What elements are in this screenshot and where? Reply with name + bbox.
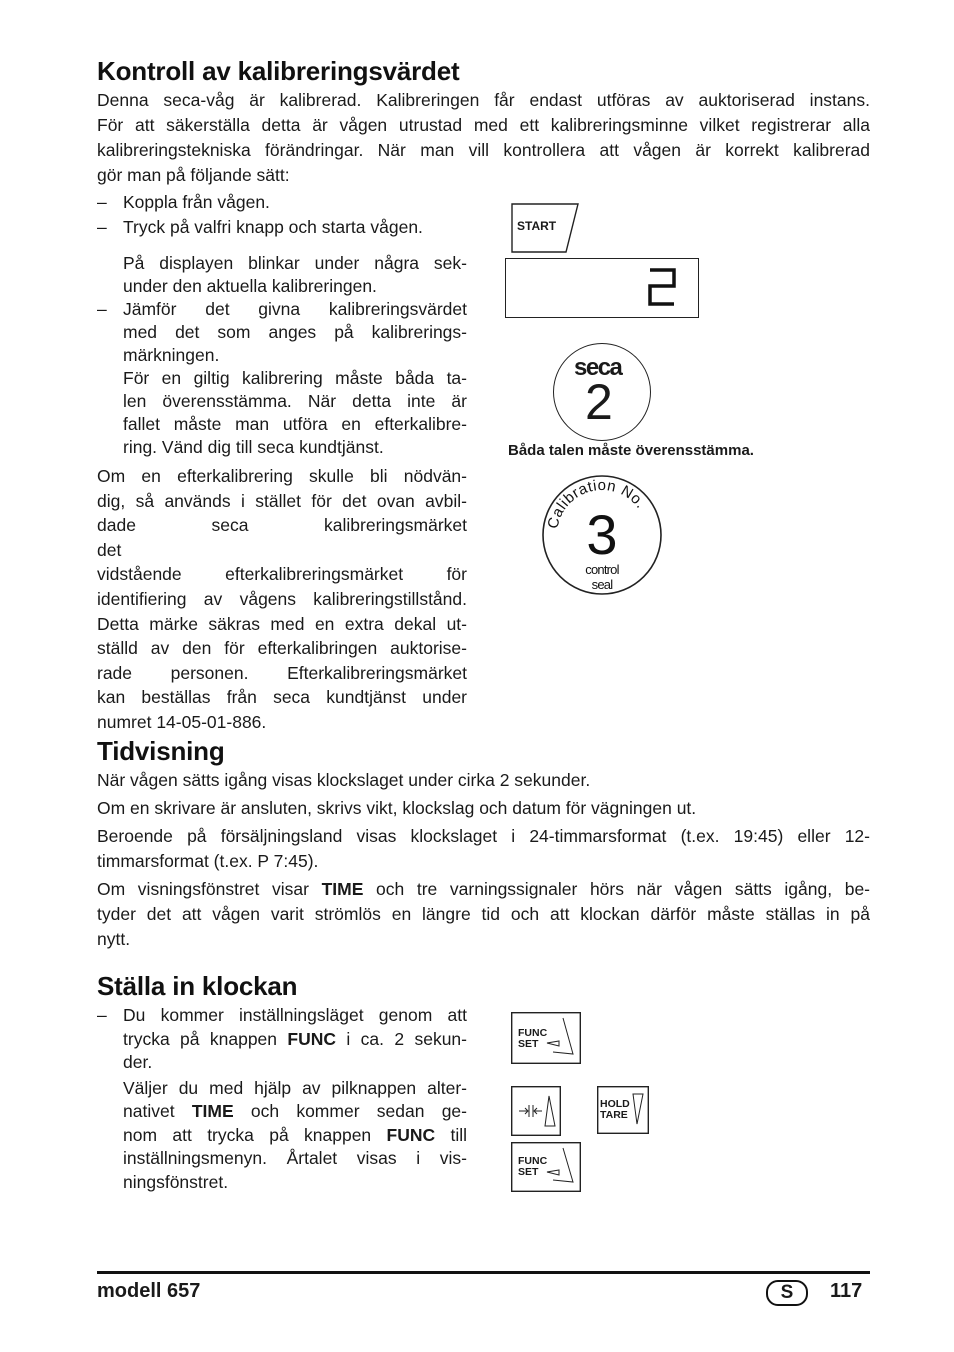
time-line: tyder det att vågen varit strömlös en längre tid och att klockan därför måste ställas in på — [97, 904, 870, 924]
seal-number: 3 — [586, 503, 618, 566]
step-line — [123, 1028, 467, 1052]
set-label: SET — [518, 1038, 539, 1050]
calibration-steps — [97, 190, 467, 240]
paragraph-line: rade personen. Efterkalibreringsmärket — [97, 662, 467, 683]
time-line: nytt. — [97, 929, 131, 949]
text-run: nativet — [123, 1101, 192, 1121]
text-run: och tre varningssignaler hörs när vågen sätts igång, be- — [363, 879, 871, 899]
arrow-key — [511, 1086, 561, 1136]
detail-line: fallet måste man utföra en efterkalibre- — [123, 414, 467, 434]
scale-display — [505, 258, 699, 318]
detail-line: För en giltig kalibrering måste båda ta- — [123, 368, 467, 388]
detail-line: Väljer du med hjälp av pilknappen alter- — [123, 1077, 467, 1098]
set-clock-detail — [97, 1077, 467, 1195]
text-run: i ca. 2 sekun- — [336, 1028, 467, 1049]
paragraph-line: numret 14-05-01-886. — [97, 711, 267, 732]
text-run: till — [435, 1124, 467, 1145]
control-seal-icon — [541, 474, 663, 596]
step-text: Tryck på valfri knapp och starta vågen. — [123, 217, 423, 237]
step-line: der. — [123, 1052, 153, 1072]
time-keyword: TIME — [321, 879, 364, 899]
time-display-text — [97, 768, 870, 952]
arrow-key-icon — [511, 1086, 561, 1136]
list-dash: – — [97, 217, 107, 237]
paragraph-line: dade seca kalibreringsmärket det — [97, 515, 467, 560]
detail-line: ningsfönstret. — [123, 1171, 229, 1192]
paragraph-line: Om en efterkalibrering skulle bli nödvän- — [97, 466, 467, 486]
paragraph-line: kan beställas från seca kundtjänst under — [97, 687, 467, 708]
seal-text-seal: seal — [591, 577, 613, 592]
section-heading-set-clock: Ställa in klockan — [97, 971, 298, 1001]
seal-text-control: control — [585, 562, 619, 577]
step-line: Du kommer inställningsläget genom att — [123, 1005, 467, 1025]
section-heading-calibration: Kontroll av kalibreringsvärdet — [97, 56, 460, 86]
paragraph-line: identifiering av vågens kalibreringstillstånd. — [97, 588, 467, 609]
recalibration-paragraph — [97, 464, 467, 735]
section-heading-time-display: Tidvisning — [97, 736, 225, 766]
text-run: nom att trycka på knappen — [123, 1124, 387, 1145]
detail-line — [123, 1124, 467, 1148]
footer-rule — [97, 1271, 870, 1274]
set-clock-step — [97, 1004, 467, 1075]
step-compare — [97, 298, 467, 367]
list-dash: – — [97, 192, 107, 212]
paragraph-line: dig, så används i stället för det ovan avbil- — [97, 490, 467, 511]
detail-line: märkningen. — [123, 345, 220, 365]
detail-line: len överensstämma. När detta inte är — [123, 391, 467, 411]
text-run: trycka på knappen — [123, 1028, 288, 1049]
func-set-key — [511, 1012, 581, 1064]
time-line — [97, 877, 870, 902]
paragraph-line: Detta märke säkras med en extra dekal ut- — [97, 613, 467, 634]
time-line: timmarsformat (t.ex. P 7:45). — [97, 851, 319, 871]
footer-model: modell 657 — [97, 1280, 201, 1302]
detail-line: ring. Vänd dig till seca kundtjänst. — [123, 437, 384, 457]
seca-badge-number: 2 — [585, 374, 613, 430]
hold-tare-key — [597, 1086, 649, 1134]
func-set-key-2 — [511, 1142, 581, 1192]
start-key-label: START — [517, 219, 557, 233]
set-label: SET — [518, 1166, 539, 1178]
figure-caption: Båda talen måste överensstämma. — [508, 442, 754, 459]
seven-segment-digit-icon — [646, 265, 678, 309]
time-paragraph — [97, 877, 870, 952]
func-label: FUNC — [518, 1027, 548, 1039]
detail-line — [123, 1100, 467, 1124]
page-number: 117 — [830, 1280, 863, 1302]
func-keyword: FUNC — [287, 1028, 337, 1049]
func-keyword: FUNC — [386, 1124, 436, 1145]
display-value — [506, 259, 507, 260]
intro-line: Denna seca-våg är kalibrerad. Kalibreringen får endast utföras av auktoriserad instans. — [97, 90, 870, 110]
seal-arc-text: Calibration No. — [544, 476, 650, 531]
detail-line: inställningsmenyn. Årtalet visas i vis- — [123, 1148, 467, 1168]
intro-line: gör man på följande sätt: — [97, 165, 290, 185]
step-press-key — [97, 215, 467, 240]
set-clock-text — [97, 1004, 467, 1194]
calibration-intro — [97, 88, 870, 188]
list-dash: – — [97, 1005, 107, 1025]
text-run: Om visningsfönstret visar — [97, 879, 322, 899]
time-line: Beroende på försäljningsland visas klockslaget i 24-timmarsformat (t.ex. 19:45) eller 12- — [97, 826, 870, 846]
list-dash: – — [97, 299, 107, 319]
step-press-key-detail — [97, 252, 467, 298]
step-disconnect — [97, 190, 467, 215]
func-label: FUNC — [518, 1155, 548, 1167]
step-compare-detail — [97, 367, 467, 459]
step-text: Koppla från vågen. — [123, 192, 270, 212]
text-run: och kommer sedan ge- — [233, 1101, 467, 1121]
control-seal — [541, 474, 663, 596]
time-paragraph: När vågen sätts igång visas klockslaget under cirka 2 sekunder. — [97, 770, 591, 790]
detail-line: På displayen blinkar under några sek- — [123, 253, 467, 273]
seca-calibration-badge — [553, 343, 651, 441]
seca-logo: seca — [574, 354, 622, 381]
detail-line: under den aktuella kalibreringen. — [123, 276, 377, 296]
detail-line: med det som anges på kalibrerings- — [123, 322, 467, 342]
start-key — [511, 203, 581, 253]
detail-line: Jämför det givna kalibreringsvärdet — [123, 299, 467, 319]
language-badge: S — [766, 1280, 808, 1306]
paragraph-line: ställd av den för efterkalibringen auktorise- — [97, 638, 467, 659]
intro-line: För att säkerställa detta är vågen utrustad med ett kalibreringsminne vilket registrerar alla — [97, 115, 870, 135]
intro-line: kalibreringstekniska förändringar. När man vill kontrollera att vågen är korrekt kalibrerad — [97, 140, 870, 160]
hold-label: HOLD — [600, 1098, 630, 1110]
time-paragraph — [97, 824, 870, 874]
time-keyword: TIME — [191, 1101, 234, 1121]
calibration-detail-block — [97, 252, 467, 459]
time-paragraph: Om en skrivare är ansluten, skrivs vikt, klockslag och datum för vägningen ut. — [97, 798, 697, 818]
tare-label: TARE — [600, 1109, 628, 1121]
paragraph-line: vidstående efterkalibreringsmärket för — [97, 564, 467, 585]
